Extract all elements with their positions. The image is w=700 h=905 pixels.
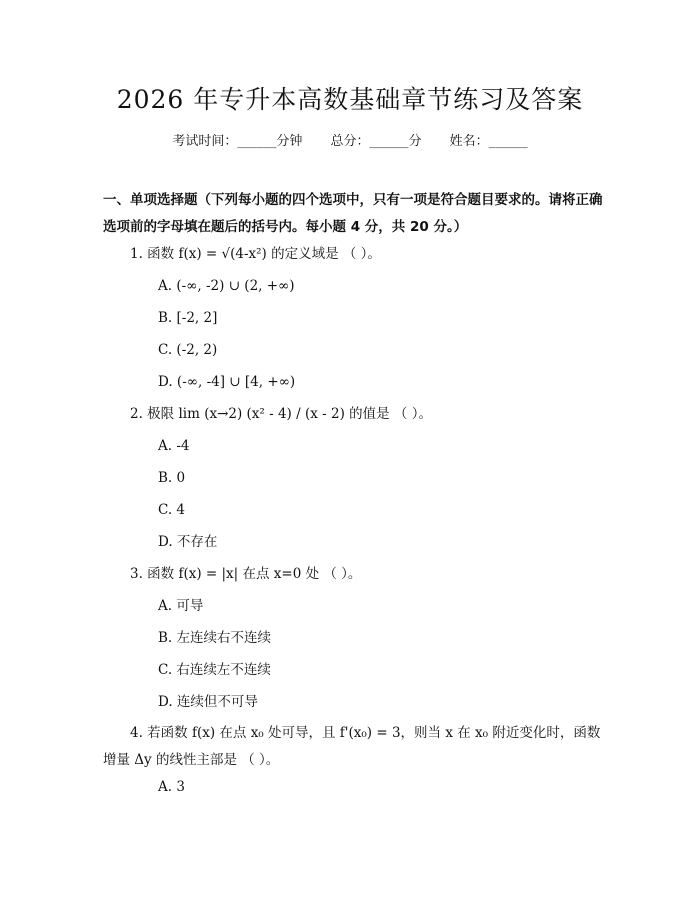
question-1-option-c: C. (-2, 2) bbox=[158, 342, 218, 358]
question-2-option-d: D. 不存在 bbox=[158, 534, 218, 550]
question-2-option-b: B. 0 bbox=[158, 470, 186, 486]
question-4-option-a: A. 3 bbox=[158, 779, 185, 795]
question-3-option-a: A. 可导 bbox=[158, 598, 204, 614]
question-2-option-a: A. -4 bbox=[158, 438, 190, 454]
exam-time-field: 考试时间：______分钟 bbox=[172, 134, 303, 149]
question-3-option-c: C. 右连续左不连续 bbox=[158, 662, 271, 678]
student-name-field: 姓名：______ bbox=[449, 134, 528, 149]
question-4-stem: 4. 若函数 f(x) 在点 x₀ 处可导，且 f'(x₀) = 3，则当 x 在 x₀ 附近变化时，函数增量 Δy 的线性主部是 （ ）。 bbox=[103, 725, 601, 768]
exam-info-line bbox=[0, 133, 700, 151]
section-heading: 一、单项选择题（下列每小题的四个选项中，只有一项是符合题目要求的。请将正确选项前的字母填在题后的括号内。每小题 4 分，共 20 分。） bbox=[103, 192, 603, 235]
question-1-option-b: B. [-2, 2] bbox=[158, 310, 218, 326]
total-score-field: 总分：______分 bbox=[330, 134, 422, 149]
question-1-option-d: D. (-∞, -4] ∪ [4, +∞) bbox=[158, 374, 296, 390]
question-2-stem: 2. 极限 lim (x→2) (x² - 4) / (x - 2) 的值是 （ ）。 bbox=[130, 406, 432, 422]
question-3-option-d: D. 连续但不可导 bbox=[158, 694, 258, 710]
question-3-stem: 3. 函数 f(x) = |x| 在点 x=0 处 （ ）。 bbox=[130, 566, 362, 582]
document-title: 2026 年专升本高数基础章节练习及答案 bbox=[116, 85, 584, 114]
question-2-option-c: C. 4 bbox=[158, 502, 186, 518]
question-1-option-a: A. (-∞, -2) ∪ (2, +∞) bbox=[158, 278, 295, 294]
question-1-stem: 1. 函数 f(x) = √(4-x²) 的定义域是 （ ）。 bbox=[130, 246, 381, 262]
question-3-option-b: B. 左连续右不连续 bbox=[158, 630, 272, 646]
